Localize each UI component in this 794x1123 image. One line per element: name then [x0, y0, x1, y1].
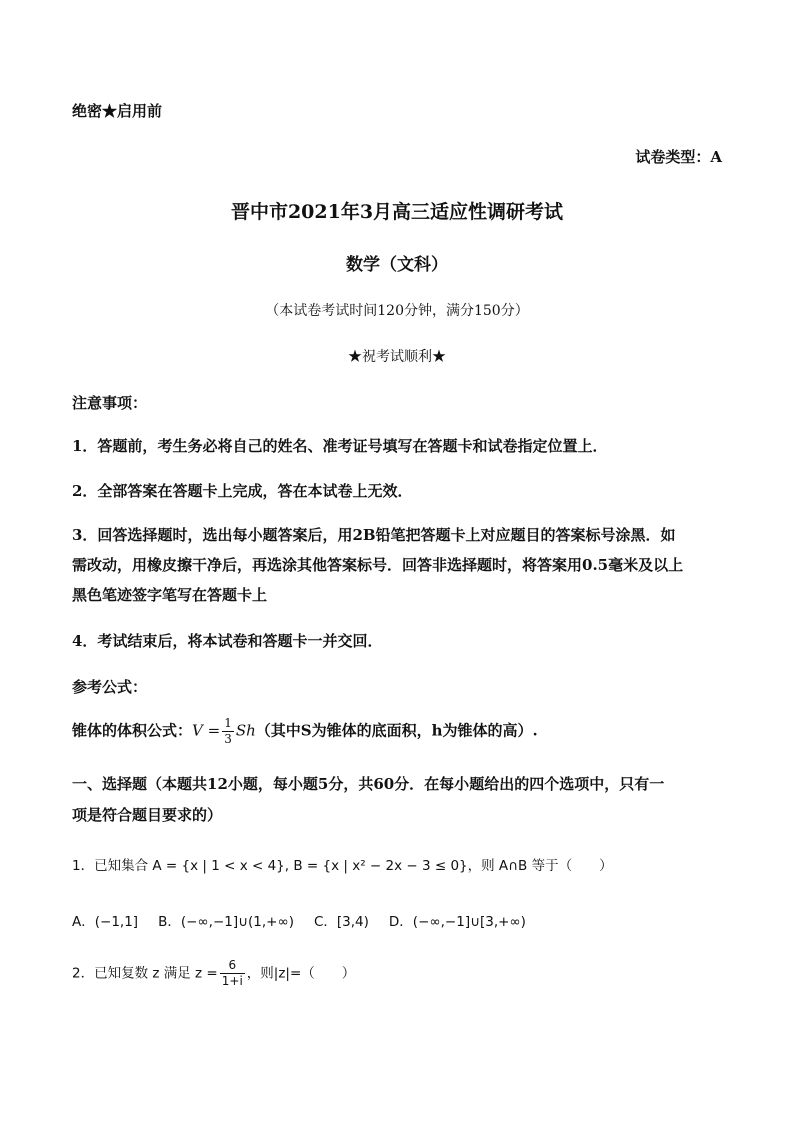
- formula-frac-num: 1: [224, 716, 232, 730]
- question-1-stem: 1．已知集合 A = {x | 1 < x < 4}, B = {x | x² − 2x − 3 ≤ 0}，则 A∩B 等于（ ）: [72, 858, 613, 874]
- question-2-stem: [72, 958, 722, 989]
- formula-label: 锥体的体积公式：: [72, 721, 193, 740]
- note-item-2: 2．全部答案在答题卡上完成，答在本试卷上无效．: [72, 482, 413, 500]
- note-item-1: 1．答题前，考生务必将自己的姓名、准考证号填写在答题卡和试卷指定位置上．: [72, 437, 608, 455]
- q2-frac-den: 1+i: [221, 974, 243, 988]
- note-item-3-line-3: 黑色笔迹签字笔写在答题卡上: [72, 586, 268, 604]
- q1-option-b: B．(−∞,−1]∪(1,+∞): [158, 914, 294, 930]
- q1-option-a: A．(−1,1]: [72, 914, 139, 930]
- confidential-label: 绝密★启用前: [72, 102, 163, 120]
- q2-frac-num: 6: [220, 958, 245, 974]
- note-item-4: 4．考试结束后，将本试卷和答题卡一并交回．: [72, 632, 383, 650]
- formula-heading: 参考公式：: [72, 678, 148, 696]
- volume-formula: [72, 716, 722, 747]
- section-1-line-2: 项是符合题目要求的）: [72, 806, 223, 824]
- formula-rhs: Sh: [235, 721, 256, 740]
- q1-option-c: C．[3,4): [313, 914, 369, 930]
- q2-suffix: ，则|z|=（ ）: [246, 965, 356, 982]
- q2-prefix: 2．已知复数 z 满足 z =: [72, 965, 218, 982]
- page-title: 晋中市2021年3月高三适应性调研考试: [230, 201, 564, 223]
- exam-info: （本试卷考试时间120分钟，满分150分）: [265, 303, 529, 319]
- q1-option-d: D．(−∞,−1]∪[3,+∞): [388, 914, 526, 930]
- wish-text: ★祝考试顺利★: [348, 349, 446, 365]
- note-item-3-line-2: 需改动，用橡皮擦干净后，再选涂其他答案标号．回答非选择题时，将答案用0.5毫米及以上: [72, 556, 684, 574]
- formula-fraction: [222, 716, 234, 747]
- q2-fraction: [220, 958, 245, 989]
- formula-frac-den: 3: [224, 732, 232, 746]
- paper-type-label: 试卷类型：A: [635, 148, 722, 166]
- notes-heading: 注意事项：: [72, 394, 148, 412]
- note-item-3-line-1: 3．回答选择题时，选出每小题答案后，用2B铅笔把答题卡上对应题目的答案标号涂黑．如: [72, 526, 676, 544]
- question-1-options: [72, 910, 722, 930]
- formula-lhs: V =: [192, 721, 221, 740]
- section-1-line-1: 一、选择题（本题共12小题，每小题5分，共60分．在每小题给出的四个选项中，只有一: [72, 775, 665, 793]
- page-subtitle: 数学（文科）: [346, 255, 448, 275]
- formula-note: （其中S为锥体的底面积，h为锥体的高）.: [255, 721, 538, 740]
